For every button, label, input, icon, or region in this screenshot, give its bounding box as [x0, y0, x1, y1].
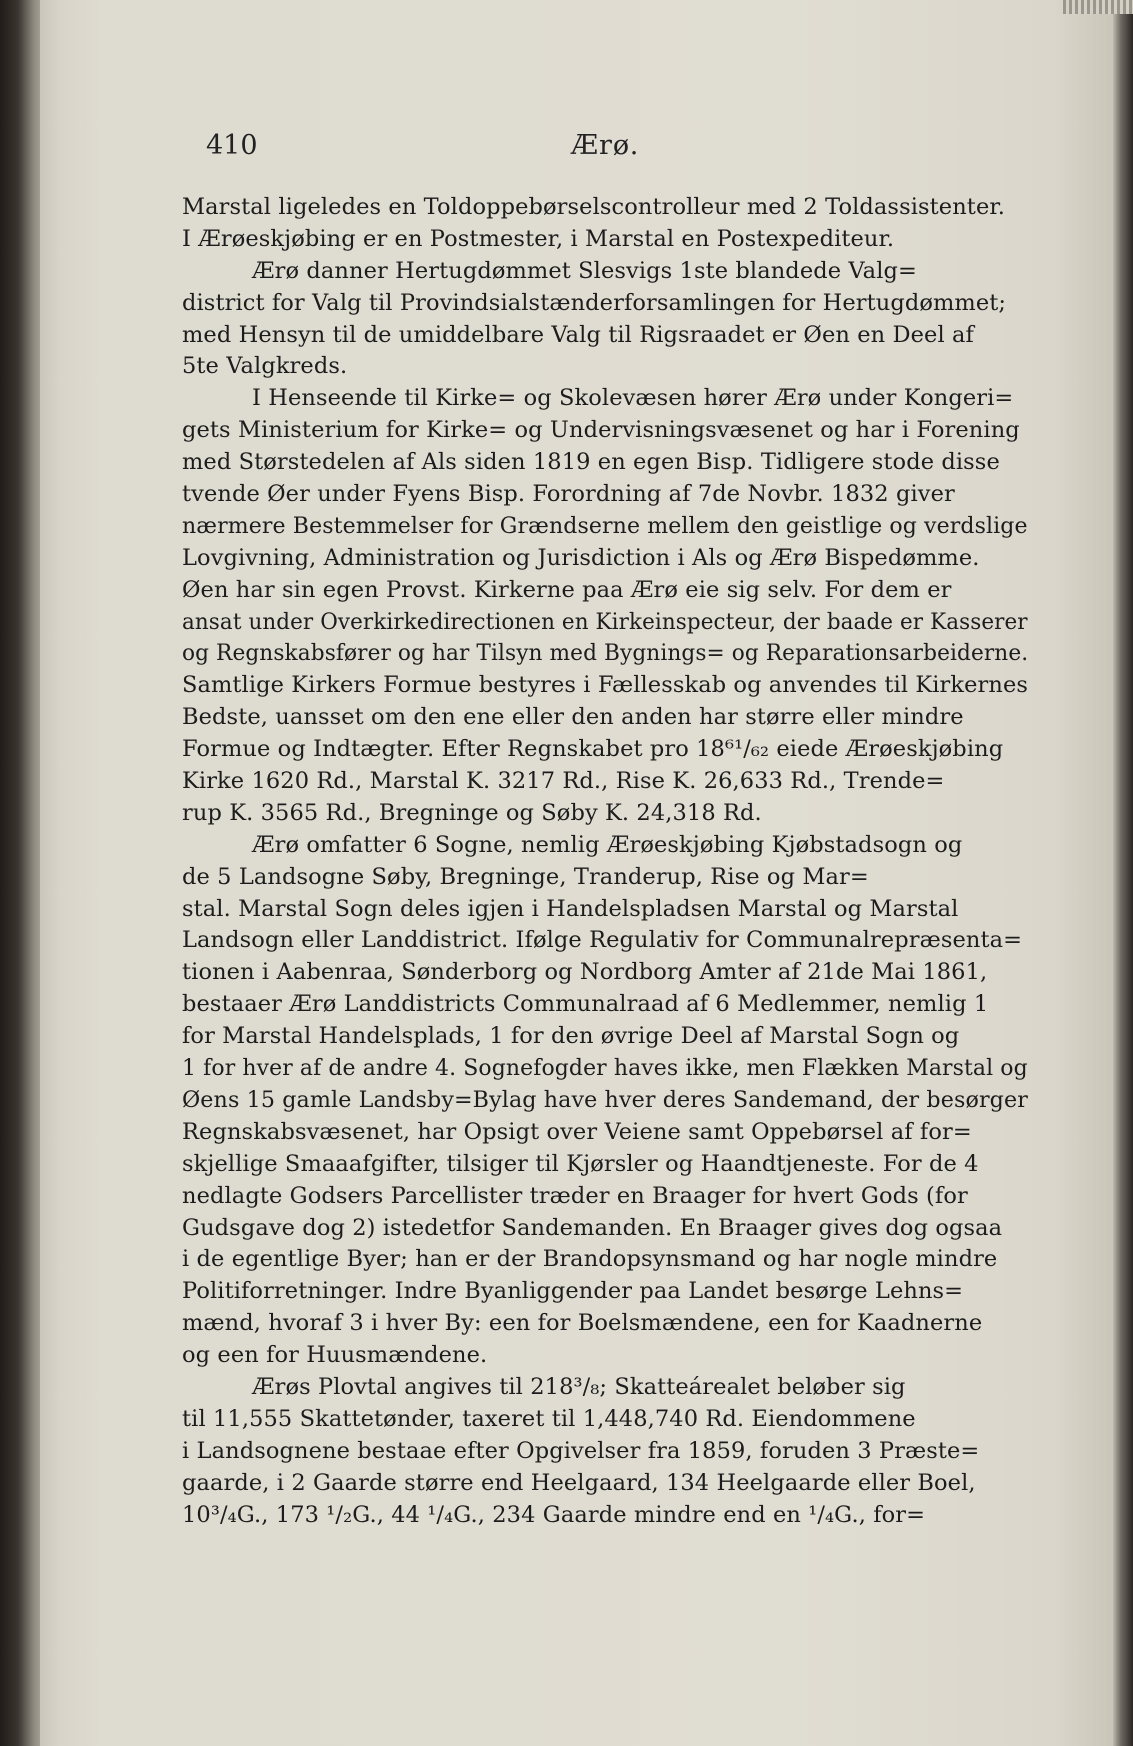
page-stack-edge [1063, 0, 1133, 14]
text-line: Ærø danner Hertugdømmet Slesvigs 1ste blandede Valg= [252, 257, 917, 284]
text-line: 1 for hver af de andre 4. Sognefogder haves ikke, men Flækken Marstal og [182, 1055, 1028, 1082]
text-line: ansat under Overkirkedirectionen en Kirkeinspecteur, der baade er Kasserer [182, 608, 1028, 635]
text-line: til 11,555 Skattetønder, taxeret til 1,448,740 Rd. Eiendommene [182, 1405, 916, 1432]
text-line: gets Ministerium for Kirke= og Undervisningsvæsenet og har i Forening [182, 417, 1020, 444]
text-line: nedlagte Godsers Parcellister træder en Braager for hvert Gods (for [182, 1182, 968, 1209]
text-line: district for Valg til Provindsialstænderforsamlingen for Hertugdømmet; [182, 289, 1007, 316]
text-line: i Landsognene bestaae efter Opgivelser fra 1859, foruden 3 Præste= [182, 1437, 980, 1464]
text-line: Bedste, uansset om den ene eller den anden har større eller mindre [182, 704, 964, 731]
text-line: Øens 15 gamle Landsby=Bylag have hver deres Sandemand, der besørger [182, 1086, 1028, 1113]
text-line: Politiforretninger. Indre Byanliggender paa Landet besørge Lehns= [182, 1278, 964, 1305]
text-line: de 5 Landsogne Søby, Bregninge, Tranderup, Rise og Mar= [182, 863, 869, 890]
text-line: tionen i Aabenraa, Sønderborg og Nordborg Amter af 21de Mai 1861, [182, 959, 988, 986]
text-line: Ærøs Plovtal angives til 218³/₈; Skatteárealet beløber sig [252, 1373, 906, 1400]
text-line: Regnskabsvæsenet, har Opsigt over Veiene samt Oppebørsel af for= [182, 1118, 972, 1145]
text-line: rup K. 3565 Rd., Bregninge og Søby K. 24,318 Rd. [182, 799, 762, 826]
text-line: 10³/₄G., 173 ¹/₂G., 44 ¹/₄G., 234 Gaarde mindre end en ¹/₄G., for= [182, 1501, 926, 1528]
text-line: Kirke 1620 Rd., Marstal K. 3217 Rd., Rise K. 26,633 Rd., Trende= [182, 768, 945, 795]
text-line: for Marstal Handelsplads, 1 for den øvrige Deel af Marstal Sogn og [182, 1023, 960, 1050]
text-line: Landsogn eller Landdistrict. Ifølge Regulativ for Communalrepræsenta= [182, 927, 1023, 954]
text-line: i de egentlige Byer; han er der Brandopsynsmand og har nogle mindre [182, 1246, 998, 1273]
text-line: Formue og Indtægter. Efter Regnskabet pro 18⁶¹/₆₂ eiede Ærøeskjøbing [182, 736, 1004, 763]
text-line: 5te Valgkreds. [182, 353, 348, 380]
text-line: Lovgivning, Administration og Jurisdiction i Als og Ærø Bispedømme. [182, 544, 980, 571]
text-line: og een for Huusmændene. [182, 1342, 488, 1369]
page-edge-shadow [1113, 0, 1133, 1746]
body-text [182, 192, 1028, 1531]
text-line: nærmere Bestemmelser for Grændserne mellem den geistlige og verdslige [182, 512, 1028, 539]
text-line: stal. Marstal Sogn deles igjen i Handelspladsen Marstal og Marstal [182, 895, 959, 922]
text-line: skjellige Smaaafgifter, tilsiger til Kjørsler og Haandtjeneste. For de 4 [182, 1150, 979, 1177]
text-line: Gudsgave dog 2) istedetfor Sandemanden. En Braager gives dog ogsaa [182, 1214, 1003, 1241]
page-header [206, 130, 1006, 170]
text-line: I Henseende til Kirke= og Skolevæsen hører Ærø under Kongeri= [252, 385, 1014, 412]
text-line: Marstal ligeledes en Toldoppebørselscontrolleur med 2 Toldassistenter. [182, 194, 1005, 220]
page-number: 410 [206, 130, 258, 161]
text-line: tvende Øer under Fyens Bisp. Forordning af 7de Novbr. 1832 giver [182, 481, 955, 508]
text-line: med Hensyn til de umiddelbare Valg til Rigsraadet er Øen en Deel af [182, 321, 974, 348]
text-line: mænd, hvoraf 3 i hver By: een for Boelsmændene, een for Kaadnerne [182, 1310, 983, 1337]
text-line: og Regnskabsfører og har Tilsyn med Bygnings= og Reparationsarbeiderne. [182, 640, 1028, 667]
text-line: Øen har sin egen Provst. Kirkerne paa Ærø eie sig selv. For dem er [182, 576, 952, 603]
text-line: bestaaer Ærø Landdistricts Communalraad af 6 Medlemmer, nemlig 1 [182, 991, 989, 1018]
text-line: Samtlige Kirkers Formue bestyres i Fællesskab og anvendes til Kirkernes [182, 672, 1028, 699]
text-line: med Størstedelen af Als siden 1819 en egen Bisp. Tidligere stode disse [182, 449, 1000, 476]
text-line: gaarde, i 2 Gaarde større end Heelgaard, 134 Heelgaarde eller Boel, [182, 1469, 976, 1496]
text-line: I Ærøeskjøbing er en Postmester, i Marstal en Postexpediteur. [182, 225, 895, 252]
text-line: Ærø omfatter 6 Sogne, nemlig Ærøeskjøbing Kjøbstadsogn og [252, 831, 963, 858]
running-head: Ærø. [571, 130, 640, 161]
